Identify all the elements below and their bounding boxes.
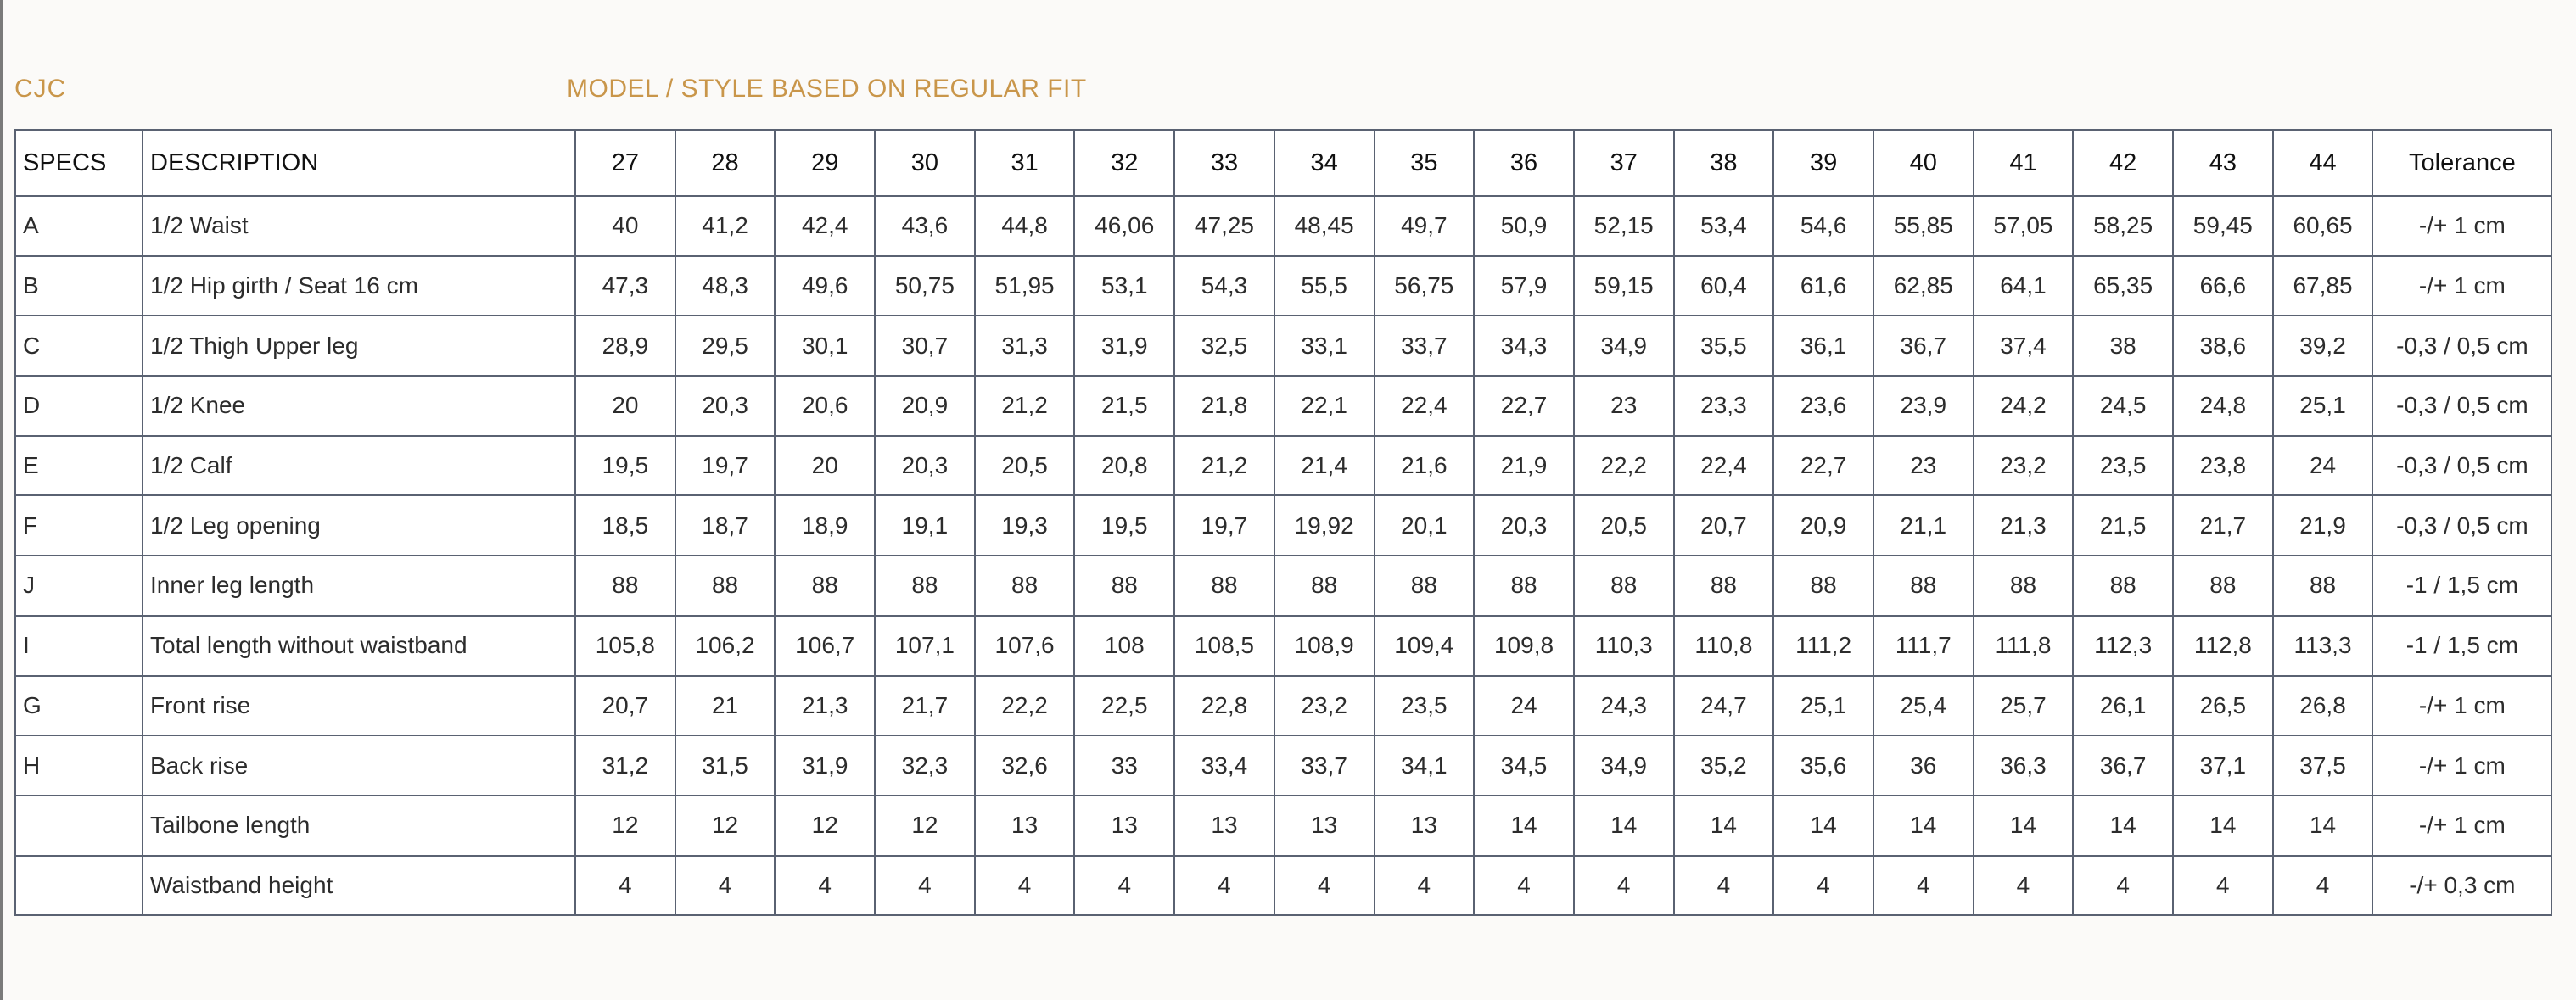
measurement-cell: 49,7 [1375, 196, 1475, 256]
spec-code-cell: B [15, 256, 143, 316]
measurement-cell: 88 [2073, 556, 2173, 616]
header-tolerance: Tolerance [2372, 130, 2551, 196]
measurement-cell: 55,85 [1873, 196, 1974, 256]
description-cell: Front rise [143, 676, 575, 736]
size-spec-table [14, 129, 2552, 916]
description-cell: 1/2 Knee [143, 376, 575, 436]
measurement-cell: 4 [575, 856, 675, 916]
measurement-cell: 37,5 [2273, 735, 2373, 796]
table-row [15, 856, 2551, 916]
measurement-cell: 40 [575, 196, 675, 256]
measurement-cell: 36 [1873, 735, 1974, 796]
measurement-cell: 48,3 [675, 256, 776, 316]
table-row [15, 796, 2551, 856]
measurement-cell: 37,4 [1974, 316, 2074, 376]
tolerance-cell: -1 / 1,5 cm [2372, 616, 2551, 676]
table-row [15, 376, 2551, 436]
table-row [15, 735, 2551, 796]
measurement-cell: 33,7 [1274, 735, 1375, 796]
tolerance-cell: -/+ 1 cm [2372, 676, 2551, 736]
measurement-cell: 24,5 [2073, 376, 2173, 436]
measurement-cell: 20,3 [875, 436, 975, 496]
measurement-cell: 23 [1574, 376, 1674, 436]
measurement-cell: 31,3 [975, 316, 1075, 376]
measurement-cell: 19,7 [1174, 495, 1274, 556]
measurement-cell: 88 [1674, 556, 1774, 616]
measurement-cell: 38,6 [2173, 316, 2273, 376]
measurement-cell: 106,2 [675, 616, 776, 676]
measurement-cell: 60,4 [1674, 256, 1774, 316]
description-cell: Waistband height [143, 856, 575, 916]
measurement-cell: 33,4 [1174, 735, 1274, 796]
measurement-cell: 109,4 [1375, 616, 1475, 676]
measurement-cell: 112,8 [2173, 616, 2273, 676]
measurement-cell: 14 [2173, 796, 2273, 856]
measurement-cell: 4 [975, 856, 1075, 916]
measurement-cell: 4 [1474, 856, 1574, 916]
measurement-cell: 13 [975, 796, 1075, 856]
measurement-cell: 20,1 [1375, 495, 1475, 556]
measurement-cell: 33,7 [1375, 316, 1475, 376]
measurement-cell: 31,9 [775, 735, 875, 796]
measurement-cell: 88 [1974, 556, 2074, 616]
header-size-30: 30 [875, 130, 975, 196]
description-cell: 1/2 Leg opening [143, 495, 575, 556]
measurement-cell: 88 [675, 556, 776, 616]
measurement-cell: 42,4 [775, 196, 875, 256]
measurement-cell: 21,8 [1174, 376, 1274, 436]
table-row [15, 676, 2551, 736]
measurement-cell: 4 [1574, 856, 1674, 916]
header-size-43: 43 [2173, 130, 2273, 196]
measurement-cell: 54,3 [1174, 256, 1274, 316]
measurement-cell: 34,9 [1574, 316, 1674, 376]
measurement-cell: 88 [1274, 556, 1375, 616]
measurement-cell: 33,1 [1274, 316, 1375, 376]
measurement-cell: 36,7 [1873, 316, 1974, 376]
measurement-cell: 22,2 [1574, 436, 1674, 496]
measurement-cell: 4 [2273, 856, 2373, 916]
measurement-cell: 108,5 [1174, 616, 1274, 676]
header-description: DESCRIPTION [143, 130, 575, 196]
header-size-41: 41 [1974, 130, 2074, 196]
header-size-44: 44 [2273, 130, 2373, 196]
measurement-cell: 14 [2073, 796, 2173, 856]
measurement-cell: 28,9 [575, 316, 675, 376]
measurement-cell: 41,2 [675, 196, 776, 256]
measurement-cell: 32,6 [975, 735, 1075, 796]
header-size-33: 33 [1174, 130, 1274, 196]
spec-code-cell: C [15, 316, 143, 376]
measurement-cell: 14 [2273, 796, 2373, 856]
measurement-cell: 60,65 [2273, 196, 2373, 256]
measurement-cell: 57,05 [1974, 196, 2074, 256]
measurement-cell: 88 [775, 556, 875, 616]
tolerance-cell: -/+ 0,3 cm [2372, 856, 2551, 916]
measurement-cell: 109,8 [1474, 616, 1574, 676]
description-cell: Back rise [143, 735, 575, 796]
measurement-cell: 107,1 [875, 616, 975, 676]
measurement-cell: 36,3 [1974, 735, 2074, 796]
measurement-cell: 34,1 [1375, 735, 1475, 796]
measurement-cell: 4 [1674, 856, 1774, 916]
measurement-cell: 35,5 [1674, 316, 1774, 376]
measurement-cell: 19,7 [675, 436, 776, 496]
measurement-cell: 20 [775, 436, 875, 496]
tolerance-cell: -1 / 1,5 cm [2372, 556, 2551, 616]
measurement-cell: 35,2 [1674, 735, 1774, 796]
measurement-cell: 65,35 [2073, 256, 2173, 316]
header-size-38: 38 [1674, 130, 1774, 196]
description-cell: Total length without waistband [143, 616, 575, 676]
measurement-cell: 23,8 [2173, 436, 2273, 496]
measurement-cell: 21,9 [2273, 495, 2373, 556]
table-row [15, 196, 2551, 256]
measurement-cell: 47,3 [575, 256, 675, 316]
measurement-cell: 44,8 [975, 196, 1075, 256]
header-size-42: 42 [2073, 130, 2173, 196]
measurement-cell: 4 [2173, 856, 2273, 916]
measurement-cell: 13 [1174, 796, 1274, 856]
measurement-cell: 25,4 [1873, 676, 1974, 736]
measurement-cell: 53,4 [1674, 196, 1774, 256]
measurement-cell: 62,85 [1873, 256, 1974, 316]
brand-label: CJC [14, 75, 67, 103]
measurement-cell: 12 [575, 796, 675, 856]
measurement-cell: 59,45 [2173, 196, 2273, 256]
tolerance-cell: -0,3 / 0,5 cm [2372, 316, 2551, 376]
measurement-cell: 19,5 [575, 436, 675, 496]
tolerance-cell: -/+ 1 cm [2372, 796, 2551, 856]
tolerance-cell: -0,3 / 0,5 cm [2372, 495, 2551, 556]
measurement-cell: 52,15 [1574, 196, 1674, 256]
description-cell: Tailbone length [143, 796, 575, 856]
measurement-cell: 26,1 [2073, 676, 2173, 736]
measurement-cell: 21,2 [1174, 436, 1274, 496]
measurement-cell: 20,7 [1674, 495, 1774, 556]
measurement-cell: 88 [2273, 556, 2373, 616]
measurement-cell: 22,4 [1375, 376, 1475, 436]
measurement-cell: 67,85 [2273, 256, 2373, 316]
measurement-cell: 105,8 [575, 616, 675, 676]
measurement-cell: 64,1 [1974, 256, 2074, 316]
measurement-cell: 4 [1074, 856, 1174, 916]
left-edge-rule [0, 0, 3, 1000]
measurement-cell: 23,2 [1974, 436, 2074, 496]
measurement-cell: 31,5 [675, 735, 776, 796]
measurement-cell: 14 [1574, 796, 1674, 856]
measurement-cell: 107,6 [975, 616, 1075, 676]
measurement-cell: 21,7 [2173, 495, 2273, 556]
measurement-cell: 88 [1074, 556, 1174, 616]
measurement-cell: 21,5 [1074, 376, 1174, 436]
measurement-cell: 108 [1074, 616, 1174, 676]
measurement-cell: 56,75 [1375, 256, 1475, 316]
measurement-cell: 18,9 [775, 495, 875, 556]
measurement-cell: 30,7 [875, 316, 975, 376]
measurement-cell: 4 [875, 856, 975, 916]
measurement-cell: 20,5 [1574, 495, 1674, 556]
measurement-cell: 13 [1375, 796, 1475, 856]
model-style-title: MODEL / STYLE BASED ON REGULAR FIT [567, 75, 1087, 103]
measurement-cell: 25,7 [1974, 676, 2074, 736]
measurement-cell: 31,2 [575, 735, 675, 796]
measurement-cell: 110,8 [1674, 616, 1774, 676]
measurement-cell: 23,5 [1375, 676, 1475, 736]
measurement-cell: 36,7 [2073, 735, 2173, 796]
measurement-cell: 12 [775, 796, 875, 856]
measurement-cell: 113,3 [2273, 616, 2373, 676]
spec-code-cell: G [15, 676, 143, 736]
spec-code-cell: D [15, 376, 143, 436]
table-row [15, 316, 2551, 376]
spec-code-cell: A [15, 196, 143, 256]
measurement-cell: 21,5 [2073, 495, 2173, 556]
measurement-cell: 55,5 [1274, 256, 1375, 316]
measurement-cell: 34,3 [1474, 316, 1574, 376]
measurement-cell: 25,1 [1773, 676, 1873, 736]
measurement-cell: 22,7 [1773, 436, 1873, 496]
measurement-cell: 24 [1474, 676, 1574, 736]
measurement-cell: 14 [1873, 796, 1974, 856]
measurement-cell: 24,8 [2173, 376, 2273, 436]
measurement-cell: 61,6 [1773, 256, 1873, 316]
table-row [15, 436, 2551, 496]
measurement-cell: 33 [1074, 735, 1174, 796]
description-cell: 1/2 Waist [143, 196, 575, 256]
measurement-cell: 20,5 [975, 436, 1075, 496]
measurement-cell: 13 [1074, 796, 1174, 856]
table-row [15, 495, 2551, 556]
measurement-cell: 88 [875, 556, 975, 616]
table-row [15, 556, 2551, 616]
measurement-cell: 26,5 [2173, 676, 2273, 736]
measurement-cell: 4 [1174, 856, 1274, 916]
measurement-cell: 20 [575, 376, 675, 436]
measurement-cell: 22,4 [1674, 436, 1774, 496]
tolerance-cell: -/+ 1 cm [2372, 196, 2551, 256]
measurement-cell: 22,5 [1074, 676, 1174, 736]
measurement-cell: 14 [1474, 796, 1574, 856]
measurement-cell: 46,06 [1074, 196, 1174, 256]
measurement-cell: 21,4 [1274, 436, 1375, 496]
measurement-cell: 22,8 [1174, 676, 1274, 736]
measurement-cell: 24 [2273, 436, 2373, 496]
measurement-cell: 108,9 [1274, 616, 1375, 676]
measurement-cell: 21,3 [775, 676, 875, 736]
spec-code-cell: J [15, 556, 143, 616]
measurement-cell: 54,6 [1773, 196, 1873, 256]
measurement-cell: 4 [1873, 856, 1974, 916]
measurement-cell: 4 [1773, 856, 1873, 916]
measurement-cell: 43,6 [875, 196, 975, 256]
measurement-cell: 21,6 [1375, 436, 1475, 496]
measurement-cell: 13 [1274, 796, 1375, 856]
measurement-cell: 23 [1873, 436, 1974, 496]
measurement-cell: 38 [2073, 316, 2173, 376]
tolerance-cell: -0,3 / 0,5 cm [2372, 436, 2551, 496]
spec-code-cell [15, 856, 143, 916]
description-cell: 1/2 Calf [143, 436, 575, 496]
header-size-34: 34 [1274, 130, 1375, 196]
measurement-cell: 110,3 [1574, 616, 1674, 676]
measurement-cell: 12 [875, 796, 975, 856]
measurement-cell: 20,6 [775, 376, 875, 436]
measurement-cell: 32,3 [875, 735, 975, 796]
measurement-cell: 88 [1873, 556, 1974, 616]
measurement-cell: 18,7 [675, 495, 776, 556]
measurement-cell: 88 [575, 556, 675, 616]
measurement-cell: 22,2 [975, 676, 1075, 736]
measurement-cell: 14 [1674, 796, 1774, 856]
measurement-cell: 21,3 [1974, 495, 2074, 556]
spec-code-cell: I [15, 616, 143, 676]
measurement-cell: 4 [775, 856, 875, 916]
measurement-cell: 36,1 [1773, 316, 1873, 376]
header-size-37: 37 [1574, 130, 1674, 196]
tolerance-cell: -0,3 / 0,5 cm [2372, 376, 2551, 436]
header-size-36: 36 [1474, 130, 1574, 196]
measurement-cell: 20,9 [875, 376, 975, 436]
spec-code-cell: E [15, 436, 143, 496]
measurement-cell: 25,1 [2273, 376, 2373, 436]
measurement-cell: 18,5 [575, 495, 675, 556]
measurement-cell: 22,7 [1474, 376, 1574, 436]
description-cell: 1/2 Thigh Upper leg [143, 316, 575, 376]
header-specs: SPECS [15, 130, 143, 196]
table-row [15, 616, 2551, 676]
measurement-cell: 111,2 [1773, 616, 1873, 676]
spec-code-cell: F [15, 495, 143, 556]
measurement-cell: 51,95 [975, 256, 1075, 316]
measurement-cell: 30,1 [775, 316, 875, 376]
measurement-cell: 66,6 [2173, 256, 2273, 316]
measurement-cell: 14 [1974, 796, 2074, 856]
measurement-cell: 21,7 [875, 676, 975, 736]
table-body [15, 196, 2551, 915]
measurement-cell: 111,7 [1873, 616, 1974, 676]
measurement-cell: 48,45 [1274, 196, 1375, 256]
measurement-cell: 88 [2173, 556, 2273, 616]
measurement-cell: 88 [1773, 556, 1873, 616]
measurement-cell: 23,2 [1274, 676, 1375, 736]
measurement-cell: 22,1 [1274, 376, 1375, 436]
measurement-cell: 21,9 [1474, 436, 1574, 496]
measurement-cell: 20,8 [1074, 436, 1174, 496]
measurement-cell: 20,7 [575, 676, 675, 736]
measurement-cell: 20,3 [675, 376, 776, 436]
measurement-cell: 88 [1174, 556, 1274, 616]
header-size-35: 35 [1375, 130, 1475, 196]
measurement-cell: 34,5 [1474, 735, 1574, 796]
description-cell: 1/2 Hip girth / Seat 16 cm [143, 256, 575, 316]
measurement-cell: 20,3 [1474, 495, 1574, 556]
measurement-cell: 88 [1574, 556, 1674, 616]
measurement-cell: 23,3 [1674, 376, 1774, 436]
measurement-cell: 34,9 [1574, 735, 1674, 796]
description-cell: Inner leg length [143, 556, 575, 616]
measurement-cell: 26,8 [2273, 676, 2373, 736]
measurement-cell: 23,5 [2073, 436, 2173, 496]
measurement-cell: 29,5 [675, 316, 776, 376]
measurement-cell: 35,6 [1773, 735, 1873, 796]
measurement-cell: 32,5 [1174, 316, 1274, 376]
measurement-cell: 24,3 [1574, 676, 1674, 736]
measurement-cell: 59,15 [1574, 256, 1674, 316]
header-size-29: 29 [775, 130, 875, 196]
header-size-39: 39 [1773, 130, 1873, 196]
header-size-32: 32 [1074, 130, 1174, 196]
measurement-cell: 20,9 [1773, 495, 1873, 556]
measurement-cell: 111,8 [1974, 616, 2074, 676]
measurement-cell: 23,9 [1873, 376, 1974, 436]
measurement-cell: 57,9 [1474, 256, 1574, 316]
measurement-cell: 47,25 [1174, 196, 1274, 256]
measurement-cell: 21,1 [1873, 495, 1974, 556]
header-size-40: 40 [1873, 130, 1974, 196]
spec-code-cell [15, 796, 143, 856]
measurement-cell: 37,1 [2173, 735, 2273, 796]
measurement-cell: 19,3 [975, 495, 1075, 556]
measurement-cell: 112,3 [2073, 616, 2173, 676]
measurement-cell: 4 [2073, 856, 2173, 916]
measurement-cell: 19,92 [1274, 495, 1375, 556]
measurement-cell: 14 [1773, 796, 1873, 856]
header-size-28: 28 [675, 130, 776, 196]
table-row [15, 256, 2551, 316]
measurement-cell: 24,2 [1974, 376, 2074, 436]
measurement-cell: 4 [1375, 856, 1475, 916]
measurement-cell: 4 [675, 856, 776, 916]
measurement-cell: 12 [675, 796, 776, 856]
measurement-cell: 21,2 [975, 376, 1075, 436]
measurement-cell: 4 [1974, 856, 2074, 916]
measurement-cell: 50,75 [875, 256, 975, 316]
tolerance-cell: -/+ 1 cm [2372, 256, 2551, 316]
table-header-row [15, 130, 2551, 196]
measurement-cell: 106,7 [775, 616, 875, 676]
measurement-cell: 88 [975, 556, 1075, 616]
measurement-cell: 58,25 [2073, 196, 2173, 256]
measurement-cell: 50,9 [1474, 196, 1574, 256]
tolerance-cell: -/+ 1 cm [2372, 735, 2551, 796]
measurement-cell: 88 [1474, 556, 1574, 616]
measurement-cell: 19,1 [875, 495, 975, 556]
measurement-cell: 23,6 [1773, 376, 1873, 436]
header-size-27: 27 [575, 130, 675, 196]
measurement-cell: 49,6 [775, 256, 875, 316]
measurement-cell: 4 [1274, 856, 1375, 916]
measurement-cell: 19,5 [1074, 495, 1174, 556]
header-size-31: 31 [975, 130, 1075, 196]
measurement-cell: 53,1 [1074, 256, 1174, 316]
spec-code-cell: H [15, 735, 143, 796]
measurement-cell: 39,2 [2273, 316, 2373, 376]
measurement-cell: 88 [1375, 556, 1475, 616]
measurement-cell: 31,9 [1074, 316, 1174, 376]
measurement-cell: 21 [675, 676, 776, 736]
measurement-cell: 24,7 [1674, 676, 1774, 736]
